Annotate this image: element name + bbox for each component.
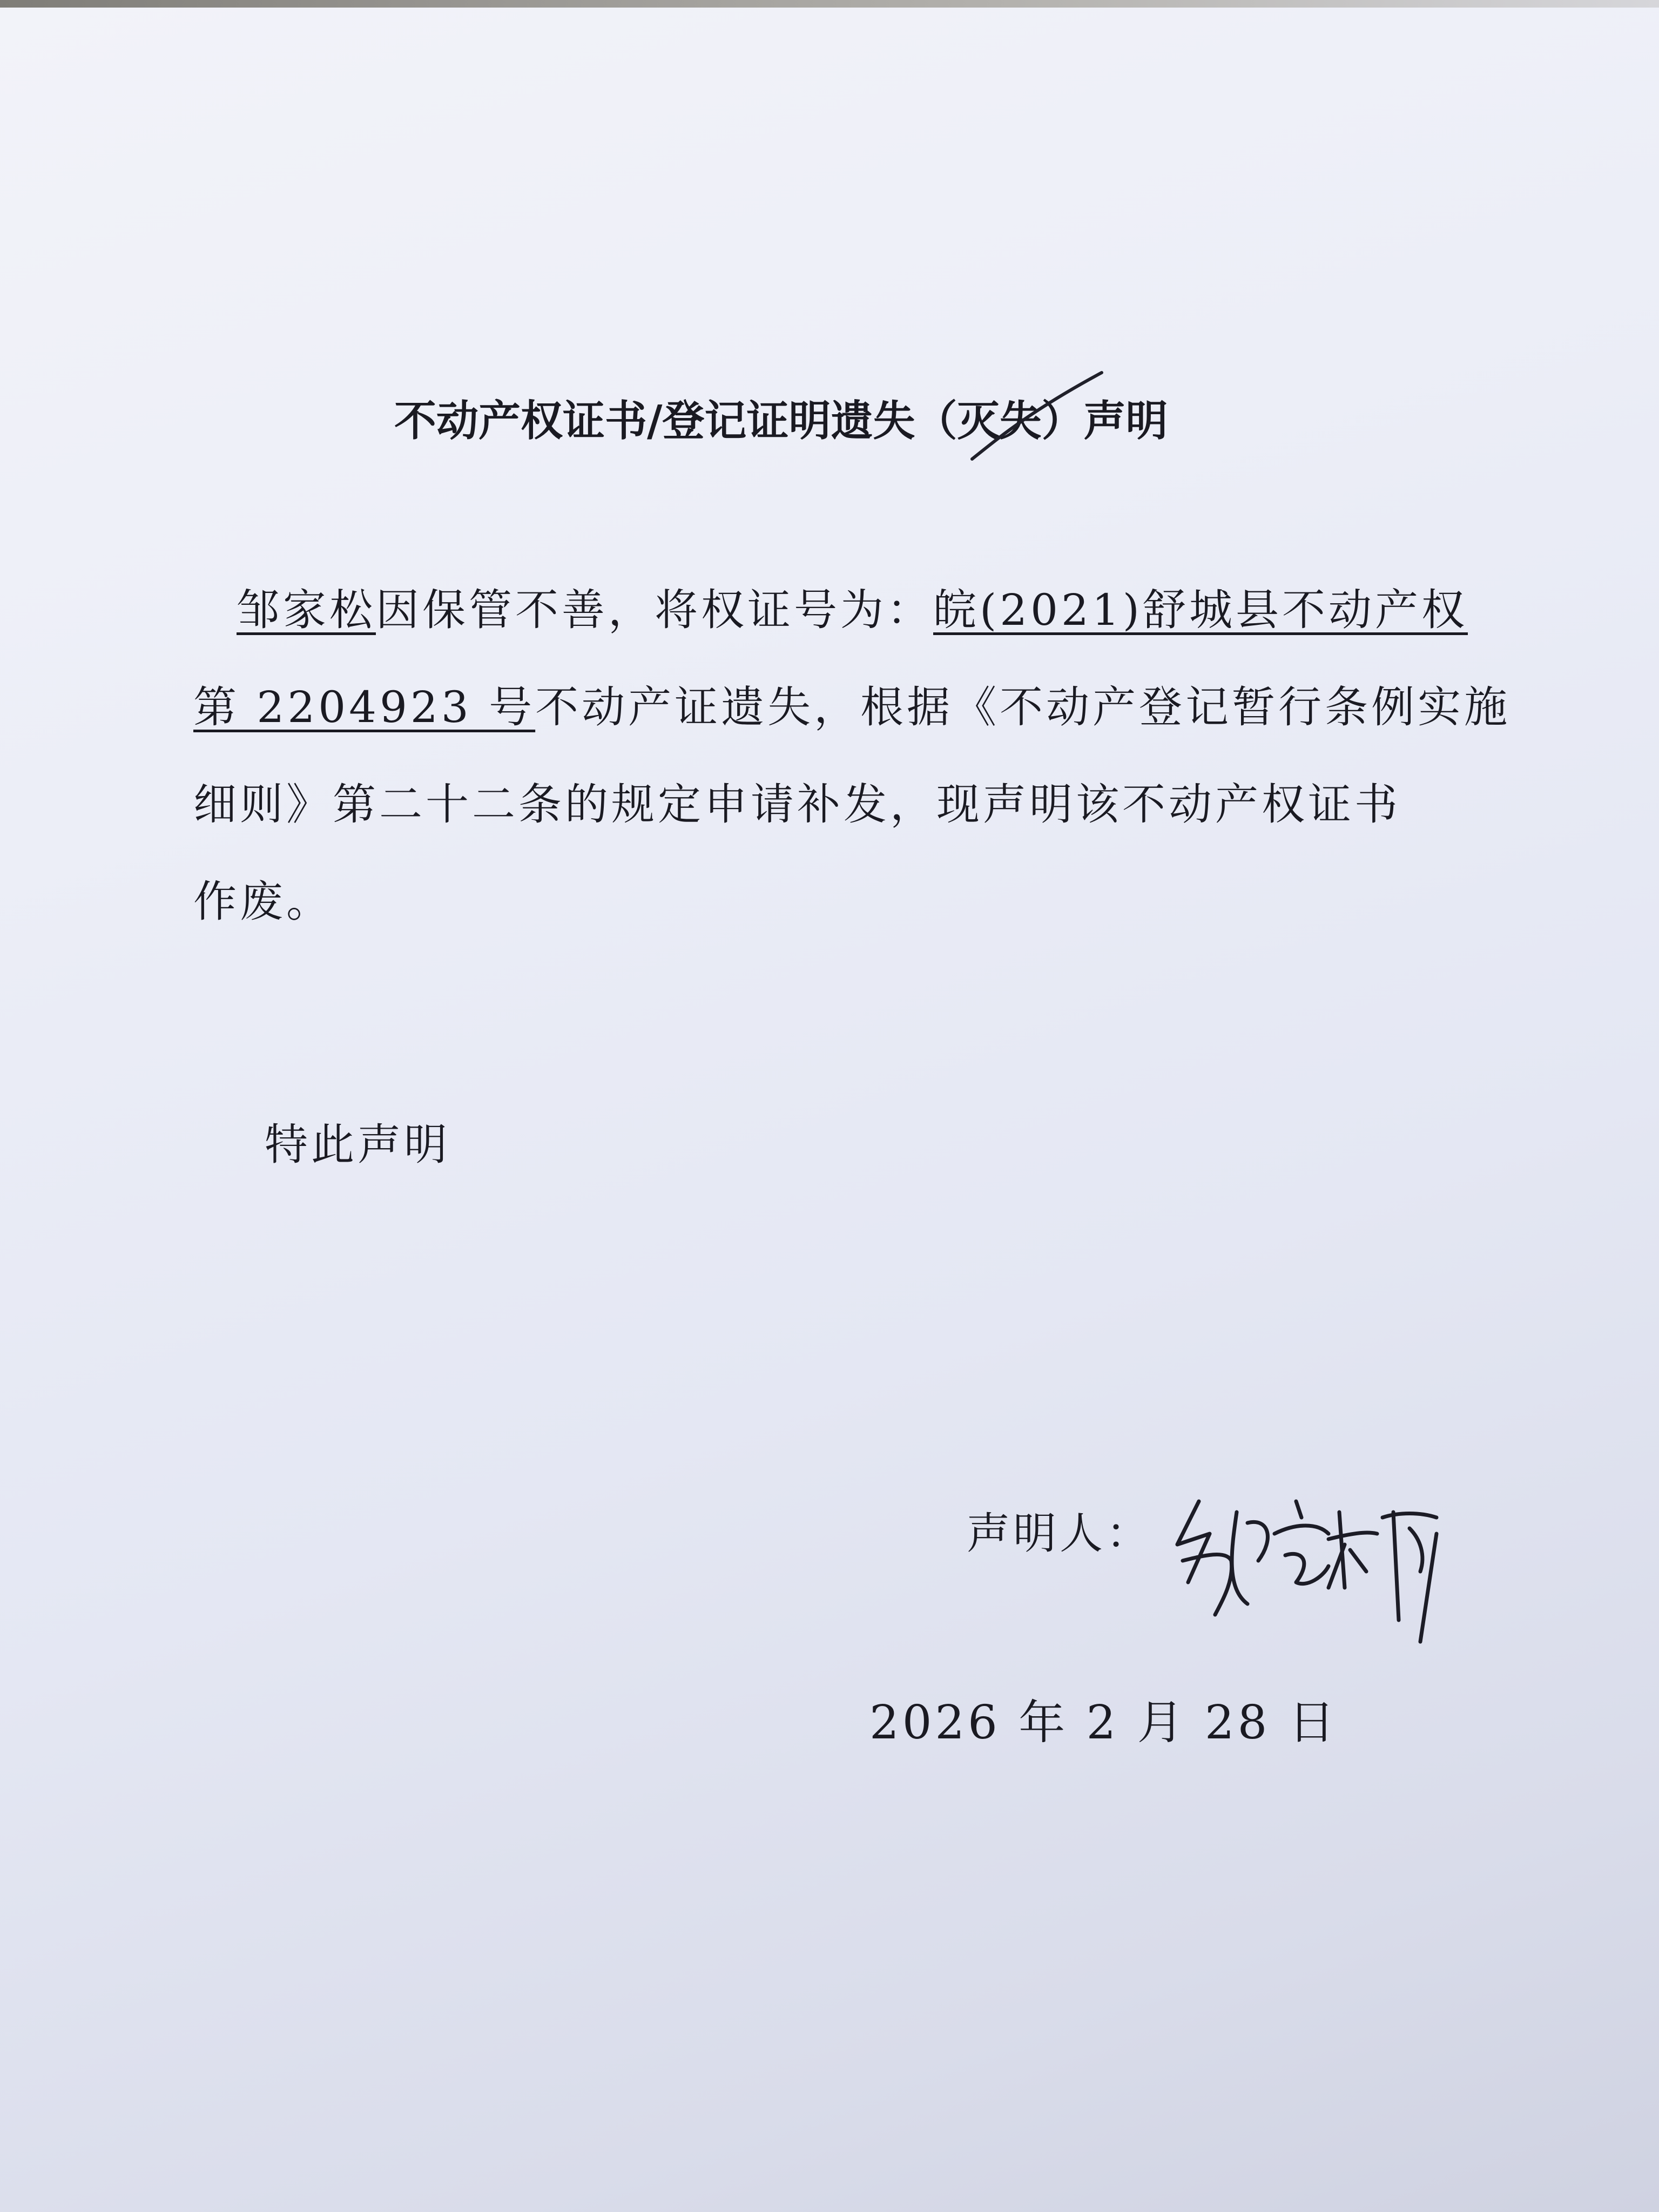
- signer-label: 声明人：: [967, 1508, 1152, 1559]
- closing-statement: 特此声明: [265, 1120, 450, 1170]
- paper-top-edge: [0, 0, 1659, 8]
- document-title: [394, 389, 1258, 454]
- strike-through-mark: [967, 367, 1107, 470]
- certificate-number-part2: 第 2204923 号: [193, 682, 536, 732]
- body-line-1: [193, 562, 1468, 659]
- body-line-3: 细则》第二十二条的规定申请补发，现声明该不动产权证书: [193, 779, 1401, 830]
- body-line-2: [193, 659, 1511, 756]
- declaration-date: 2026 年 2 月 28 日: [869, 1696, 1338, 1750]
- certificate-number-part1: 皖(2021)舒城县不动产权: [933, 585, 1468, 635]
- handwritten-signature: [1166, 1480, 1458, 1658]
- title-end: ）声明: [1041, 397, 1168, 446]
- declaration-body: [193, 562, 1511, 950]
- body-line-4: 作废。: [193, 876, 333, 927]
- body-line-1-text: 因保管不善，将权证号为：: [376, 585, 933, 635]
- declarant-name: 邹家松: [237, 585, 376, 635]
- title-struck-word: 灭失: [957, 397, 1042, 446]
- body-line-2-text: 不动产证遗失，根据《不动产登记暂行条例实施: [535, 682, 1511, 732]
- title-main: 不动产权证书/登记证明遗失（: [394, 397, 957, 446]
